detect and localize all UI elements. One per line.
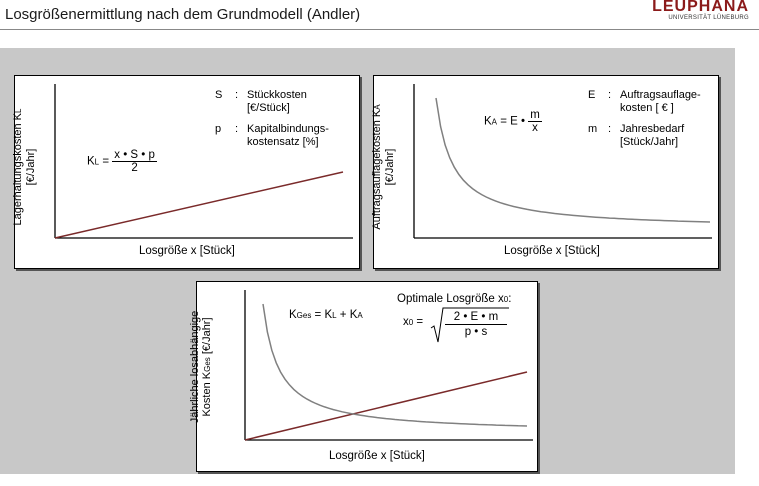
holding-cost-line — [55, 172, 343, 238]
x-axis-label: Losgröße x [Stück] — [504, 245, 600, 257]
setup-cost-formula: KA = E • $\frac{m}{x}$ — [484, 109, 540, 134]
setup-cost-curve — [436, 98, 710, 222]
title-divider — [0, 29, 759, 30]
panel-total-costs — [189, 281, 538, 472]
logo-name: LEUPHANA — [652, 0, 749, 15]
legend-item-m: m : Jahresbedarf [Stück/Jahr] — [588, 123, 685, 148]
optimal-lot-size-title: Optimale Losgröße x0: — [397, 293, 512, 305]
x-axis-label: Losgröße x [Stück] — [139, 245, 235, 257]
optimal-lot-size-formula: x0 = — [403, 316, 424, 328]
logo-subtitle: UNIVERSITÄT LÜNEBURG — [668, 15, 749, 21]
x-axis-label: Losgröße x [Stück] — [329, 450, 425, 462]
legend-item-p: p : Kapitalbindungs- kostensatz [%] — [215, 123, 329, 148]
y-axis-label: Jährliche losabhängige Kosten KGes [€/Jahr] — [189, 310, 213, 424]
page-title: Losgrößenermittlung nach dem Grundmodell (Andler) — [5, 6, 361, 23]
total-cost-formula: KGes = KL + KA — [289, 309, 363, 321]
holding-cost-plot — [15, 76, 359, 268]
holding-cost-formula: KL = $\frac{x • S • p}{2}$ — [87, 149, 155, 174]
y-axis-label: Lagerhaltungskosten KL [€/Jahr] — [12, 108, 37, 226]
university-logo — [652, 0, 749, 22]
sqrt-radicand: 2 • E • m p • s — [445, 310, 507, 339]
y-axis-label: Auftragsauflagekosten KA [€/Jahr] — [371, 104, 396, 230]
panel-setup-costs — [373, 75, 719, 269]
legend-item-s: S : Stückkosten [€/Stück] — [215, 89, 307, 114]
legend-item-e: E : Auftragsauflage- kosten [ € ] — [588, 89, 701, 114]
panel-holding-costs — [14, 75, 360, 269]
